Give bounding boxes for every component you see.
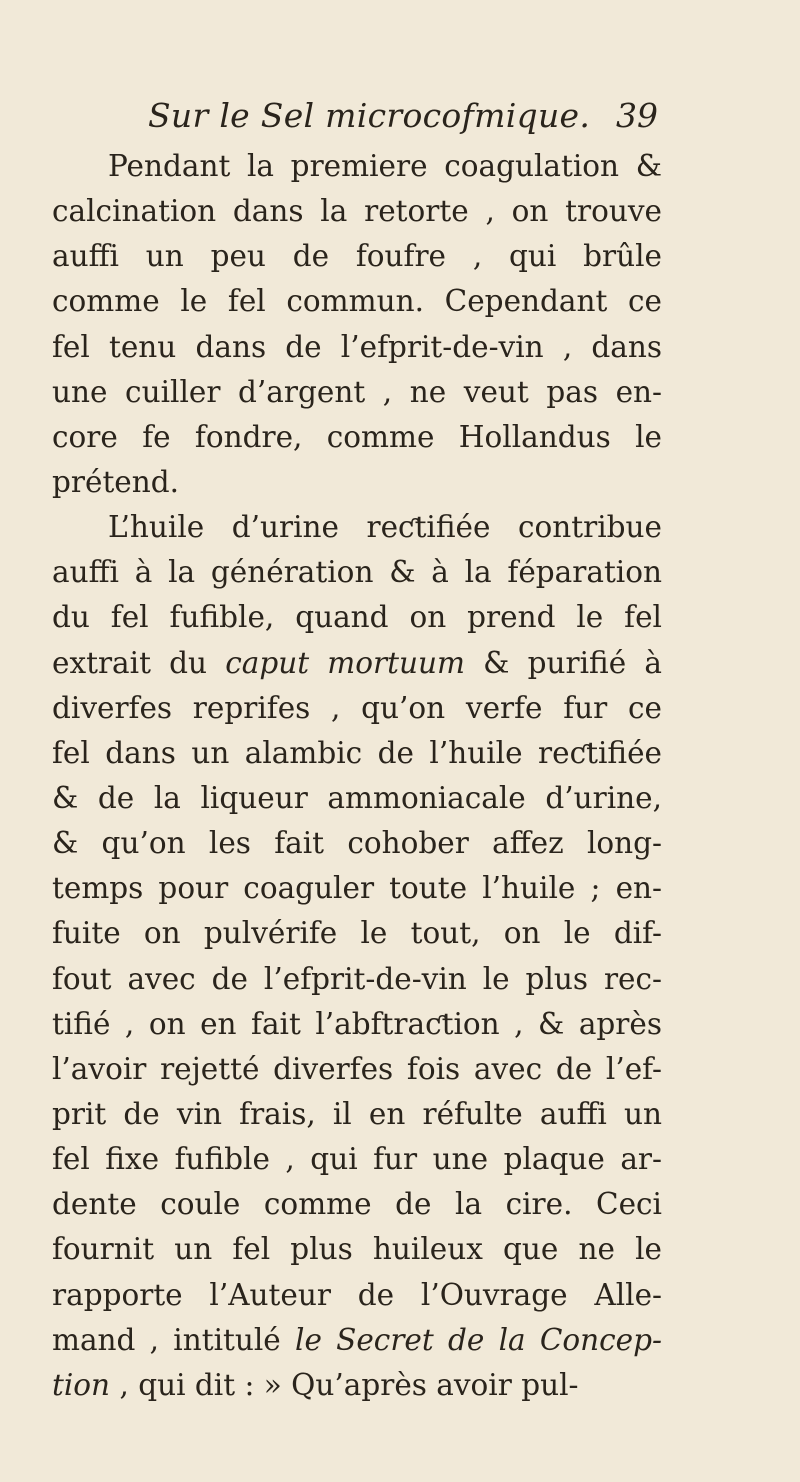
- text-line: temps pour coaguler toute l’huile ; en-: [52, 871, 662, 906]
- text-line: Pendant la premiere coagulation &: [108, 149, 662, 183]
- text-line: fournit un fel plus huileux que ne le: [52, 1232, 662, 1267]
- text-line: [52, 1318, 662, 1363]
- text-run: , qui dit : » Qu’après avoir pul-: [110, 1367, 579, 1402]
- text-line: du fel fufible, quand on prend le fel: [52, 600, 662, 635]
- text-line: dente coule comme de la cire. Ceci: [52, 1187, 662, 1222]
- text-line: fel tenu dans de l’efprit-de-vin , dans: [52, 329, 662, 364]
- text-line: fuite on pulvérife le tout, on le dif-: [52, 916, 662, 951]
- text-line: auffi un peu de foufre , qui brûle: [52, 239, 662, 274]
- text-line: fel fixe fufible , qui fur une plaque ar-: [52, 1142, 662, 1177]
- text-line: l’avoir rejetté diverfes fois avec de l’ef-: [52, 1051, 662, 1086]
- text-line: fel dans un alambic de l’huile reƈtifiée: [52, 735, 662, 770]
- italic-phrase: caput mortuum: [225, 645, 465, 680]
- text-line: & qu’on les fait cohober affez long-: [52, 826, 662, 861]
- text-line: tifié , on en fait l’abftraƈtion , & après: [52, 1006, 662, 1041]
- text-line: comme le fel commun. Cependant ce: [52, 284, 662, 319]
- text-line: core fe fondre, comme Hollandus le: [52, 419, 662, 454]
- italic-phrase: tion: [52, 1367, 111, 1402]
- text-run: extrait du: [52, 645, 226, 680]
- text-line: & de la liqueur ammoniacale d’urine,: [52, 780, 662, 815]
- text-line: L’huile d’urine reƈtifiée contribue: [108, 510, 662, 545]
- italic-phrase: le Secret de la Concep-: [295, 1322, 662, 1357]
- text-line: auffi à la génération & à la féparation: [52, 555, 662, 590]
- text-line: fout avec de l’efprit-de-vin le plus rec-: [52, 961, 662, 996]
- text-line: diverfes reprifes , qu’on verfe fur ce: [52, 690, 662, 725]
- text-line: prétend.: [52, 464, 180, 499]
- body-text: [52, 144, 662, 1408]
- text-run: mand , intitulé: [52, 1322, 296, 1357]
- text-line: prit de vin frais, il en réfulte auffi un: [52, 1096, 662, 1131]
- text-line: calcination dans la retorte , on trouve: [52, 194, 662, 229]
- page-number: 39: [616, 96, 658, 135]
- running-title: Sur le Sel microcofmique.: [148, 96, 591, 135]
- text-line: rapporte l’Auteur de l’Ouvrage Alle-: [52, 1277, 662, 1312]
- text-line: [52, 1363, 662, 1408]
- text-line: [52, 641, 662, 686]
- text-line: une cuiller d’argent , ne veut pas en-: [52, 374, 662, 409]
- page-header: [148, 96, 658, 146]
- text-run: & purifié à: [464, 645, 662, 680]
